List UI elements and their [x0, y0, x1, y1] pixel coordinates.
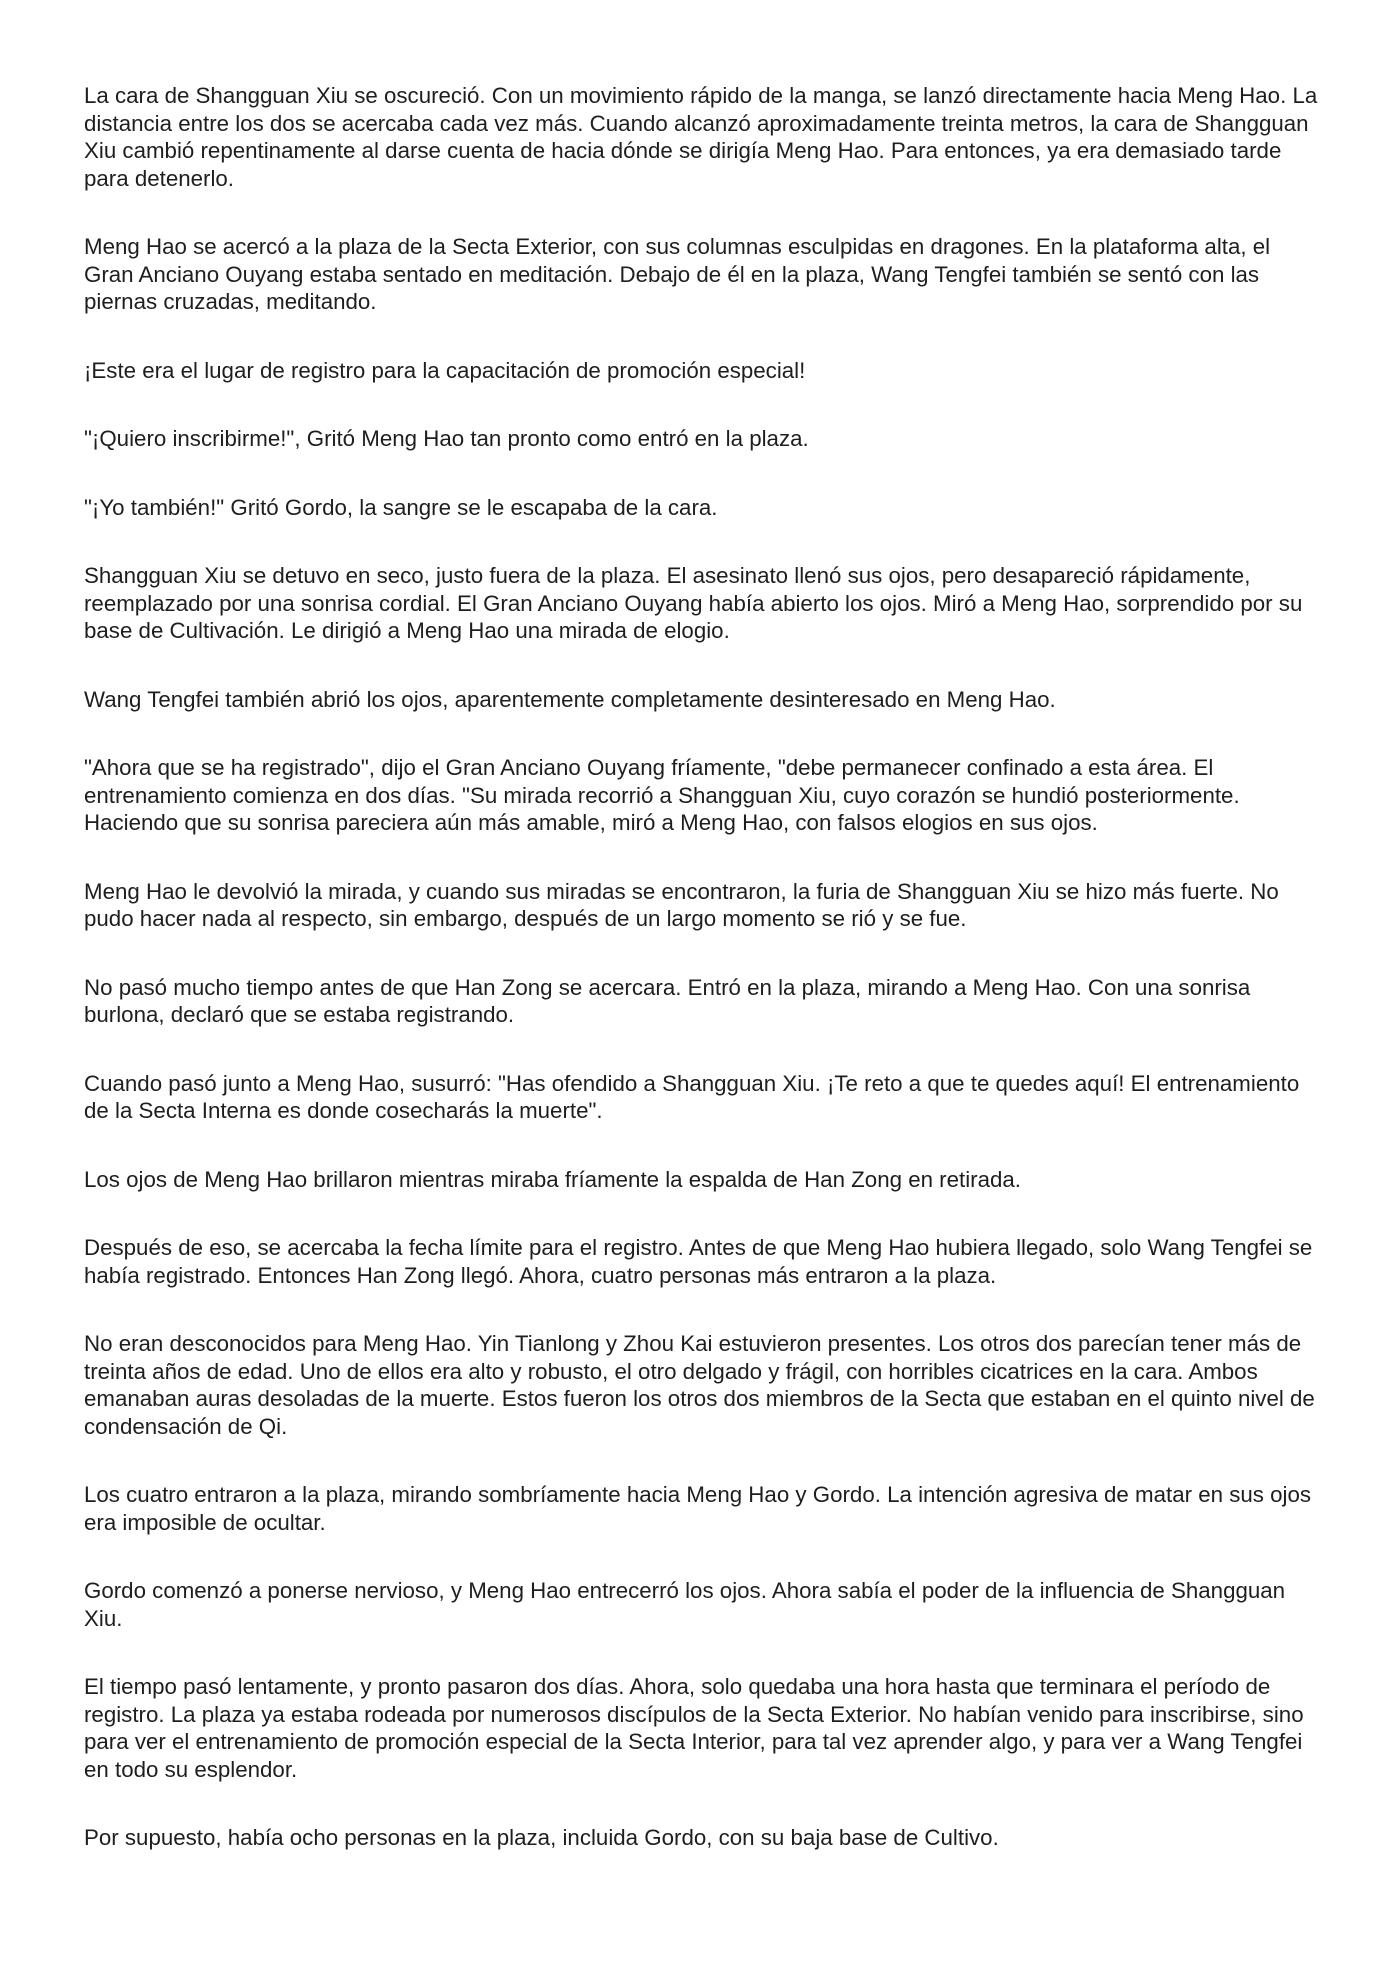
paragraph: ¡Este era el lugar de registro para la capacitación de promoción especial! — [84, 357, 806, 383]
paragraph: El tiempo pasó lentamente, y pronto pasaron dos días. Ahora, solo quedaba una hora hasta que terminara el período de registro. La plaza ya estaba rodeada por numerosos discípulos de la Secta Exterior. No habían venido para inscribirse, sino para ver el entrenamiento de promoción especial de la Secta Interior, para tal vez aprender algo, y para ver a Wang Tengfei en todo su esplendor. — [84, 1674, 1304, 1782]
paragraph: No pasó mucho tiempo antes de que Han Zong se acercara. Entró en la plaza, mirando a Meng Hao. Con una sonrisa burlona, declaró que se estaba registrando. — [84, 974, 1251, 1027]
paragraph: Los cuatro entraron a la plaza, mirando sombríamente hacia Meng Hao y Gordo. La intención agresiva de matar en sus ojos era imposible de ocultar. — [84, 1482, 1312, 1535]
paragraph: "¡Yo también!" Gritó Gordo, la sangre se le escapaba de la cara. — [84, 494, 718, 520]
paragraph: No eran desconocidos para Meng Hao. Yin Tianlong y Zhou Kai estuvieron presentes. Los otros dos parecían tener más de treinta años de edad. Uno de ellos era alto y robusto, el otro delgado y frágil, con horribles cicatrices en la cara. Ambos emanaban auras desoladas de la muerte. Estos fueron los otros dos miembros de la Secta que estaban en el quinto nivel de condensación de Qi. — [84, 1331, 1315, 1439]
paragraph: Meng Hao le devolvió la mirada, y cuando sus miradas se encontraron, la furia de Shangguan Xiu se hizo más fuerte. No pudo hacer nada al respecto, sin embargo, después de un largo momento se rió y se fue. — [84, 878, 1279, 931]
paragraph: "Ahora que se ha registrado", dijo el Gran Anciano Ouyang fríamente, "debe permanecer confinado a esta área. El entrenamiento comienza en dos días. "Su mirada recorrió a Shangguan Xiu, cuyo corazón se hundió posteriormente. Haciendo que su sonrisa pareciera aún más amable, miró a Meng Hao, con falsos elogios en sus ojos. — [84, 755, 1240, 835]
paragraph: Después de eso, se acercaba la fecha límite para el registro. Antes de que Meng Hao hubiera llegado, solo Wang Tengfei se había registrado. Entonces Han Zong llegó. Ahora, cuatro personas más entraron a la plaza. — [84, 1235, 1313, 1288]
paragraph: Wang Tengfei también abrió los ojos, aparentemente completamente desinteresado en Meng Hao. — [84, 686, 1056, 712]
paragraph: Por supuesto, había ocho personas en la plaza, incluida Gordo, con su baja base de Cultivo. — [84, 1825, 999, 1850]
paragraph: Gordo comenzó a ponerse nervioso, y Meng Hao entrecerró los ojos. Ahora sabía el poder de la influencia de Shangguan Xiu. — [84, 1578, 1286, 1631]
paragraph: Los ojos de Meng Hao brillaron mientras miraba fríamente la espalda de Han Zong en retirada. — [84, 1166, 1021, 1192]
paragraph: Shangguan Xiu se detuvo en seco, justo fuera de la plaza. El asesinato llenó sus ojos, pero desapareció rápidamente, reemplazado por una sonrisa cordial. El Gran Anciano Ouyang había abierto los ojos. Miró a Meng Hao, sorprendido por su base de Cultivación. Le dirigió a Meng Hao una mirada de elogio. — [84, 563, 1303, 643]
document-page — [84, 82, 1324, 1893]
paragraph: La cara de Shangguan Xiu se oscureció. Con un movimiento rápido de la manga, se lanzó directamente hacia Meng Hao. La distancia entre los dos se acercaba cada vez más. Cuando alcanzó aproximadamente treinta metros, la cara de Shangguan Xiu cambió repentinamente al darse cuenta de hacia dónde se dirigía Meng Hao. Para entonces, ya era demasiado tarde para detenerlo. — [84, 83, 1318, 191]
paragraph: Meng Hao se acercó a la plaza de la Secta Exterior, con sus columnas esculpidas en dragones. En la plataforma alta, el Gran Anciano Ouyang estaba sentado en meditación. Debajo de él en la plaza, Wang Tengfei también se sentó con las piernas cruzadas, meditando. — [84, 234, 1271, 314]
paragraph: "¡Quiero inscribirme!", Gritó Meng Hao tan pronto como entró en la plaza. — [84, 426, 809, 451]
paragraph: Cuando pasó junto a Meng Hao, susurró: "Has ofendido a Shangguan Xiu. ¡Te reto a que te quedes aquí! El entrenamiento de la Secta Interna es donde cosecharás la muerte". — [84, 1070, 1300, 1123]
